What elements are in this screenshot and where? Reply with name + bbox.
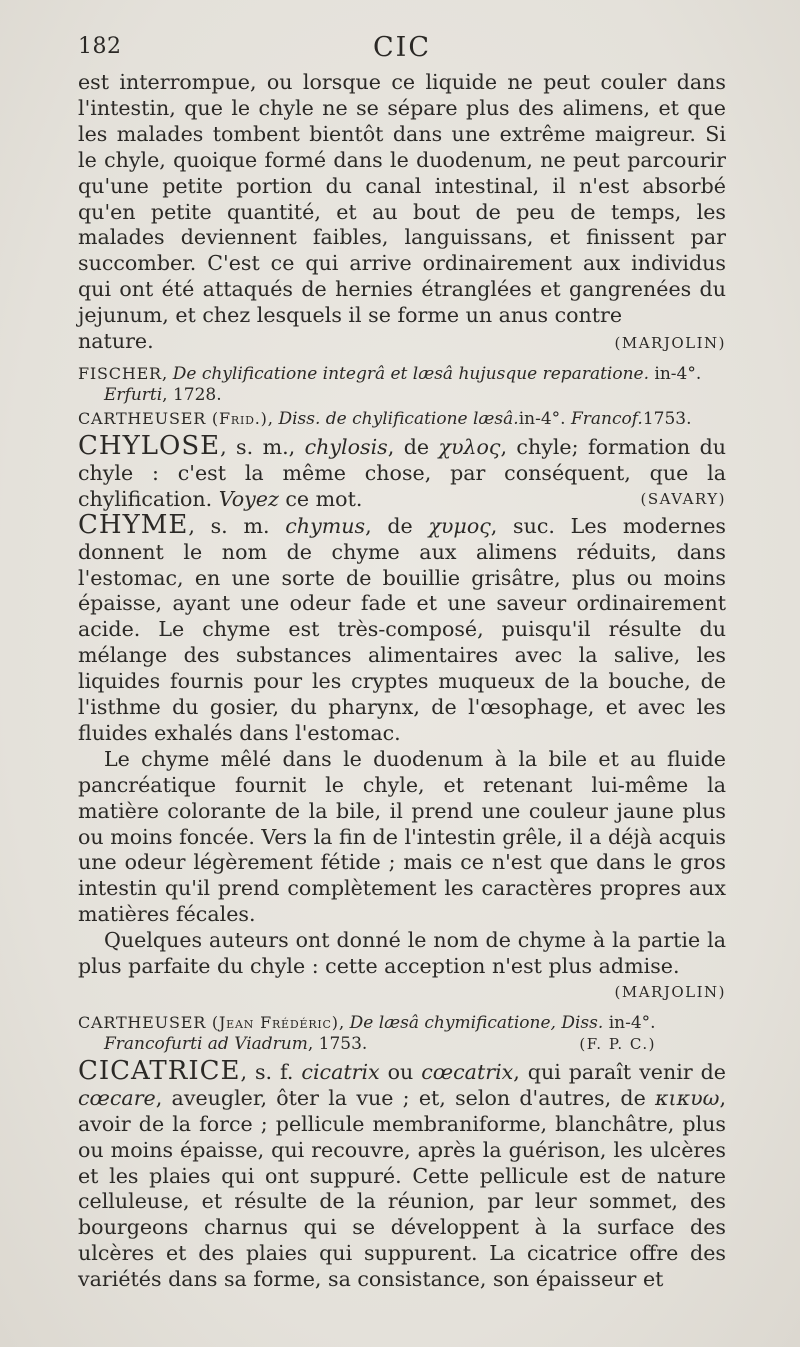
signature: (SAVARY) xyxy=(640,489,726,508)
ref-year: 1753. xyxy=(318,1033,368,1054)
signature-line xyxy=(78,980,726,1006)
definition-text: , suc. Les modernes donnent le nom de chyme aux alimens réduits, dans l'estomac, en une sorte de bouillie grisâtre, plus ou moins épaisse, ayant une odeur fade et une saveur ordinairement acide. Le chyme est très-composé, puisqu'il résulte du mélange des substances alimentaires avec la salive, les liquides fournis pour les cryptes muqueux de la bouche, de l'isthme du gosier, du pharynx, de l'œsophage, et avec les fluides exhalés dans l'estomac. xyxy=(78,513,726,745)
running-head: CIC xyxy=(373,32,431,63)
entry-text: ce mot. xyxy=(278,486,363,511)
entry-chyme xyxy=(78,509,726,747)
signature: (F. P. C.) xyxy=(579,1034,656,1053)
definition-text: , chyle; formation du chyle : c'est la même chose, par conséquent, que la chylification. xyxy=(78,434,727,511)
cross-reference: Voyez xyxy=(218,486,279,511)
page-header xyxy=(78,32,726,62)
bibliography-entry: CARTHEUSER (Jean Frédéric), De læsâ chymificatione, Diss. in-4°. Francofurti ad Viadrum, 1753. (F. P. C.) xyxy=(78,1012,656,1054)
ref-author: FISCHER xyxy=(78,363,162,383)
entry-text: , aveugler, ôter la vue ; et, selon d'autres, de xyxy=(155,1085,656,1110)
greek-term: χυλος xyxy=(438,434,501,459)
entry-text: , qui paraît venir de xyxy=(513,1059,726,1084)
entry-text: ou xyxy=(379,1059,422,1084)
ref-format: in-4°. xyxy=(608,1012,656,1033)
entry-text: , de xyxy=(387,434,439,459)
page-number: 182 xyxy=(78,34,122,59)
part-of-speech: , s. m. xyxy=(188,513,286,538)
entry-chyme-paragraph-2: Le chyme mêlé dans le duodenum à la bile et au fluide pancréatique fournit le chyle, et retenant lui-même la matière colorante de la bile, il prend une couleur jaune plus ou moins foncée. Vers la fin de l'intestin grêle, il a déjà acquis une odeur légèrement fétide ; mais ce n'est que dans le gros intestin qu'il prend complètement les caractères propres aux matières fécales. xyxy=(78,746,726,927)
ref-format: in-4°. xyxy=(518,408,566,429)
greek-term: κικυω xyxy=(655,1085,720,1110)
entry-cicatrice xyxy=(78,1055,726,1293)
headword: CHYLOSE xyxy=(78,430,221,461)
ref-title: Diss. de chylificatione læsâ. xyxy=(278,408,519,429)
bibliography-chyle xyxy=(78,363,726,430)
entry-chyme-paragraph-3: Quelques auteurs ont donné le nom de chyme à la partie la plus parfaite du chyle : cette acception n'est plus admise. xyxy=(78,928,726,979)
part-of-speech: , s. f. xyxy=(240,1059,302,1084)
signature: (MARJOLIN) xyxy=(614,983,726,1002)
ref-year: 1728. xyxy=(172,384,222,405)
ref-format: in-4°. xyxy=(654,363,702,384)
bibliography-entry: FISCHER, De chylificatione integrâ et læsâ hujusque reparatione. in-4°. Erfurti, 1728. xyxy=(78,363,702,405)
continuation-text: est interrompue, ou lorsque ce liquide ne peut couler dans l'intestin, que le chyle ne se sépare plus des alimens, et que les malades tombent bientôt dans une extrême maigreur. Si le chyle, quoique formé dans le duodenum, ne peut parcourir qu'une petite portion du canal intestinal, il n'est absorbé qu'en petite quantité, et au bout de peu de temps, les malades deviennent faibles, languissans, et finissent par succomber. C'est ce qui arrive ordinairement aux individus qui ont été attaqués de hernies étranglées et gangrenées du jejunum, et chez lesquels il se forme un anus contre xyxy=(78,70,726,328)
latin-term: chylosis xyxy=(304,434,388,459)
ref-author: CARTHEUSER (Frid.) xyxy=(78,408,268,428)
continuation-paragraph xyxy=(78,70,726,329)
continuation-signature-line xyxy=(78,329,726,357)
latin-term: cœcatrix xyxy=(421,1059,514,1084)
headword: CICATRICE xyxy=(78,1055,241,1086)
ref-title: De chylificatione integrâ et læsâ hujusque reparatione. xyxy=(172,363,649,384)
signature: (MARJOLIN) xyxy=(614,334,726,353)
greek-term: χυμος xyxy=(428,513,491,538)
latin-term: cicatrix xyxy=(301,1059,380,1084)
definition-text: , avoir de la force ; pellicule membraniforme, blanchâtre, plus ou moins épaisse, qui recouvre, après la guérison, les ulcères et les plaies qui ont suppuré. Cette pellicule est de nature celluleuse, et résulte de la réunion, par leur sommet, des bourgeons charnus qui se développent à la surface des ulcères et des plaies qui suppurent. La cicatrice offre des variétés dans sa forme, sa consistance, son épaisseur et xyxy=(78,1085,726,1292)
bibliography-entry: CARTHEUSER (Frid.), Diss. de chylificatione læsâ.in-4°. Francof.1753. xyxy=(78,408,692,429)
ref-title: De læsâ chymificatione, Diss. xyxy=(349,1012,604,1033)
headword: CHYME xyxy=(78,509,189,540)
bibliography-chyme xyxy=(78,1012,726,1055)
entry-text: , de xyxy=(365,513,429,538)
page-body xyxy=(78,70,726,1293)
continuation-last-word: nature. xyxy=(78,329,154,354)
ref-place: Erfurti xyxy=(104,384,163,405)
ref-year: 1753. xyxy=(642,408,692,429)
latin-term: chymus xyxy=(285,513,366,538)
ref-place: Francof. xyxy=(570,408,643,429)
part-of-speech: , s. m., xyxy=(220,434,305,459)
ref-place: Francofurti ad Viadrum xyxy=(104,1033,308,1054)
latin-term: cœcare xyxy=(78,1085,156,1110)
ref-author: CARTHEUSER (Jean Frédéric) xyxy=(78,1012,339,1032)
